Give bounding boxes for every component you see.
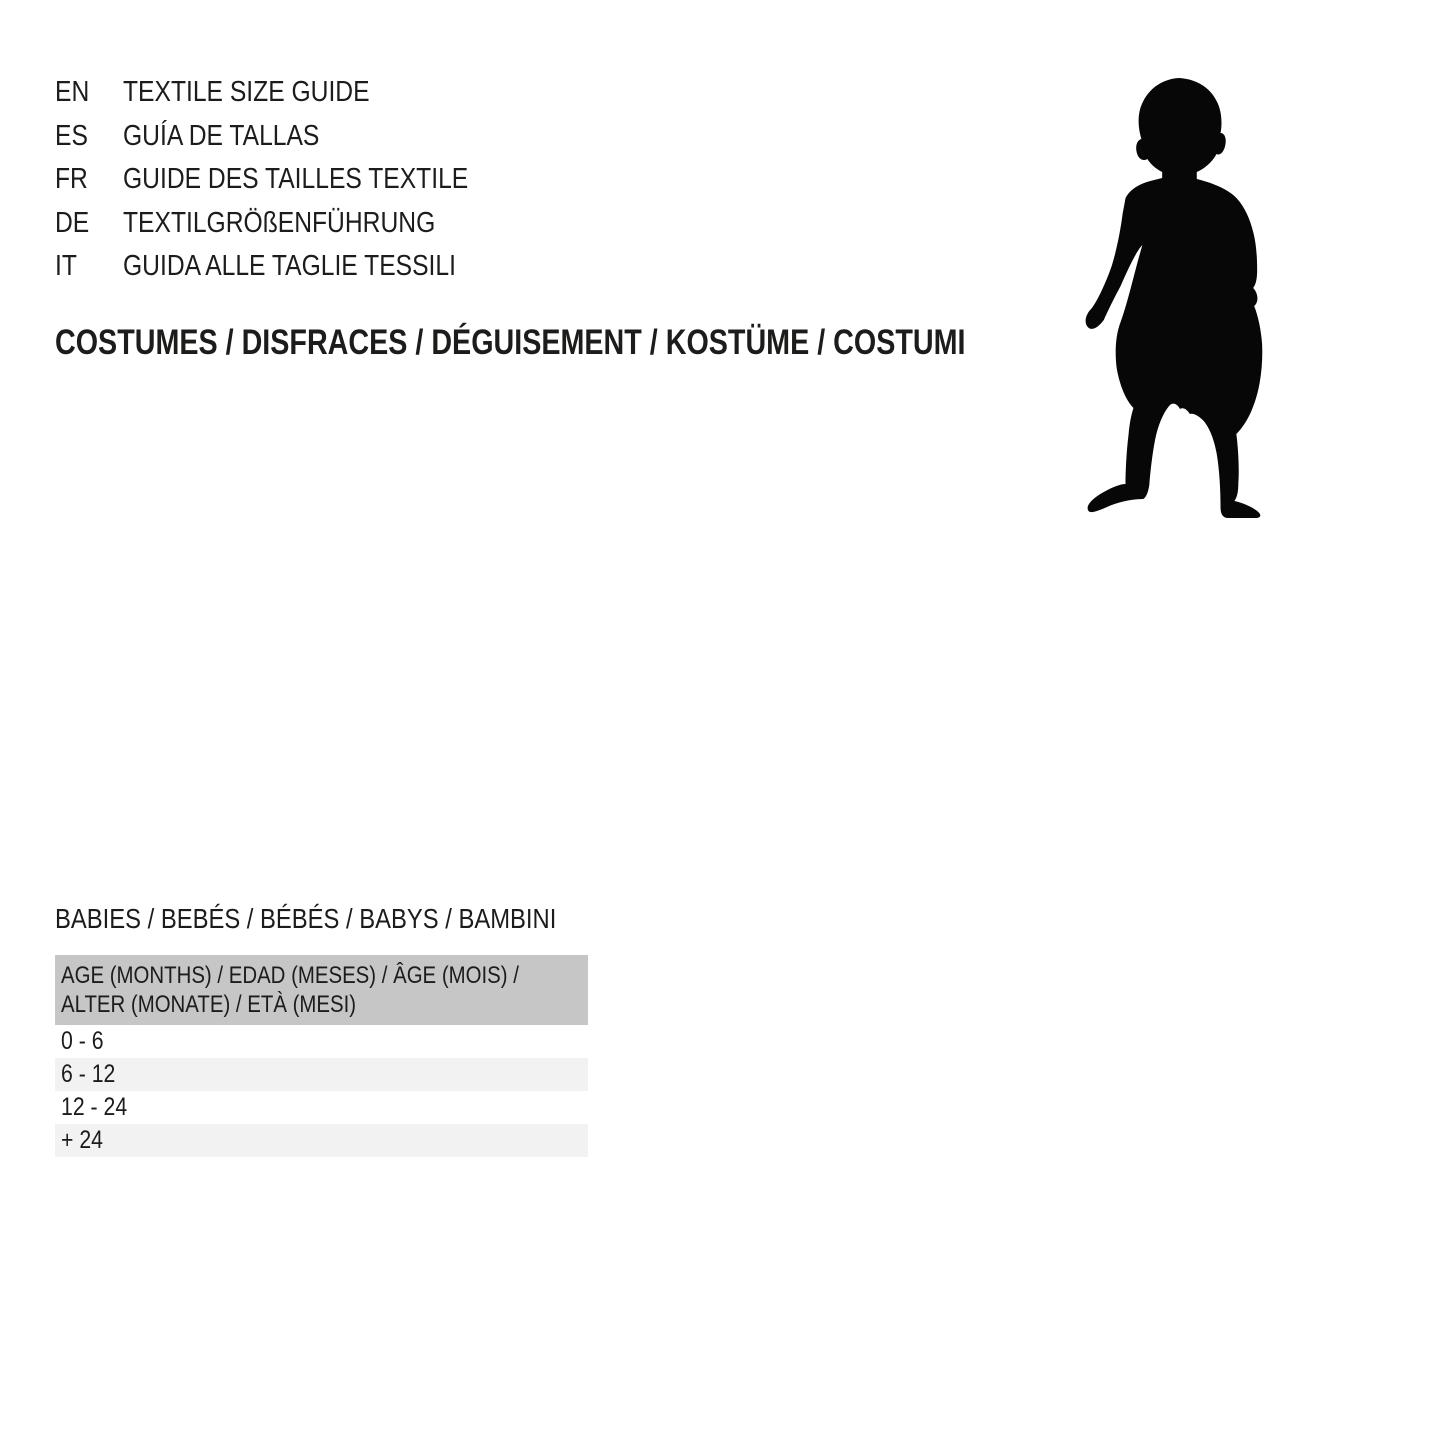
language-row bbox=[55, 245, 529, 289]
age-table-header-line-1: AGE (MONTHS) / EDAD (MESES) / ÂGE (MOIS) / bbox=[61, 962, 519, 989]
age-table bbox=[55, 955, 588, 1157]
age-table-row bbox=[55, 1091, 588, 1124]
language-row bbox=[55, 158, 529, 202]
language-code: EN bbox=[55, 76, 90, 108]
age-table-header bbox=[55, 955, 588, 1025]
language-row bbox=[55, 202, 529, 246]
age-range-value: 6 - 12 bbox=[61, 1060, 116, 1088]
language-code: IT bbox=[55, 250, 77, 282]
language-code: FR bbox=[55, 163, 88, 195]
baby-silhouette bbox=[1083, 78, 1271, 518]
age-table-header-line-2: ALTER (MONATE) / ETÀ (MESI) bbox=[61, 991, 357, 1018]
language-code: DE bbox=[55, 206, 90, 239]
age-table-row bbox=[55, 1058, 588, 1091]
language-list bbox=[55, 71, 529, 289]
language-row bbox=[55, 115, 529, 159]
category-heading: COSTUMES / DISFRACES / DÉGUISEMENT / KOSTÜME / COSTUMI bbox=[55, 323, 966, 362]
age-range-value: + 24 bbox=[61, 1126, 103, 1154]
language-label: TEXTILGRÖßENFÜHRUNG bbox=[123, 206, 436, 239]
age-table-row bbox=[55, 1025, 588, 1058]
language-label: GUIDE DES TAILLES TEXTILE bbox=[123, 163, 469, 195]
babies-section-title: BABIES / BEBÉS / BÉBÉS / BABYS / BAMBINI bbox=[55, 903, 557, 934]
language-code: ES bbox=[55, 119, 88, 152]
language-label: GUÍA DE TALLAS bbox=[123, 119, 320, 152]
age-table-row bbox=[55, 1124, 588, 1157]
age-range-value: 0 - 6 bbox=[61, 1027, 104, 1055]
language-row bbox=[55, 71, 529, 115]
language-label: TEXTILE SIZE GUIDE bbox=[123, 76, 370, 108]
age-range-value: 12 - 24 bbox=[61, 1093, 128, 1121]
language-label: GUIDA ALLE TAGLIE TESSILI bbox=[123, 250, 456, 282]
baby-silhouette-icon bbox=[1083, 78, 1271, 518]
